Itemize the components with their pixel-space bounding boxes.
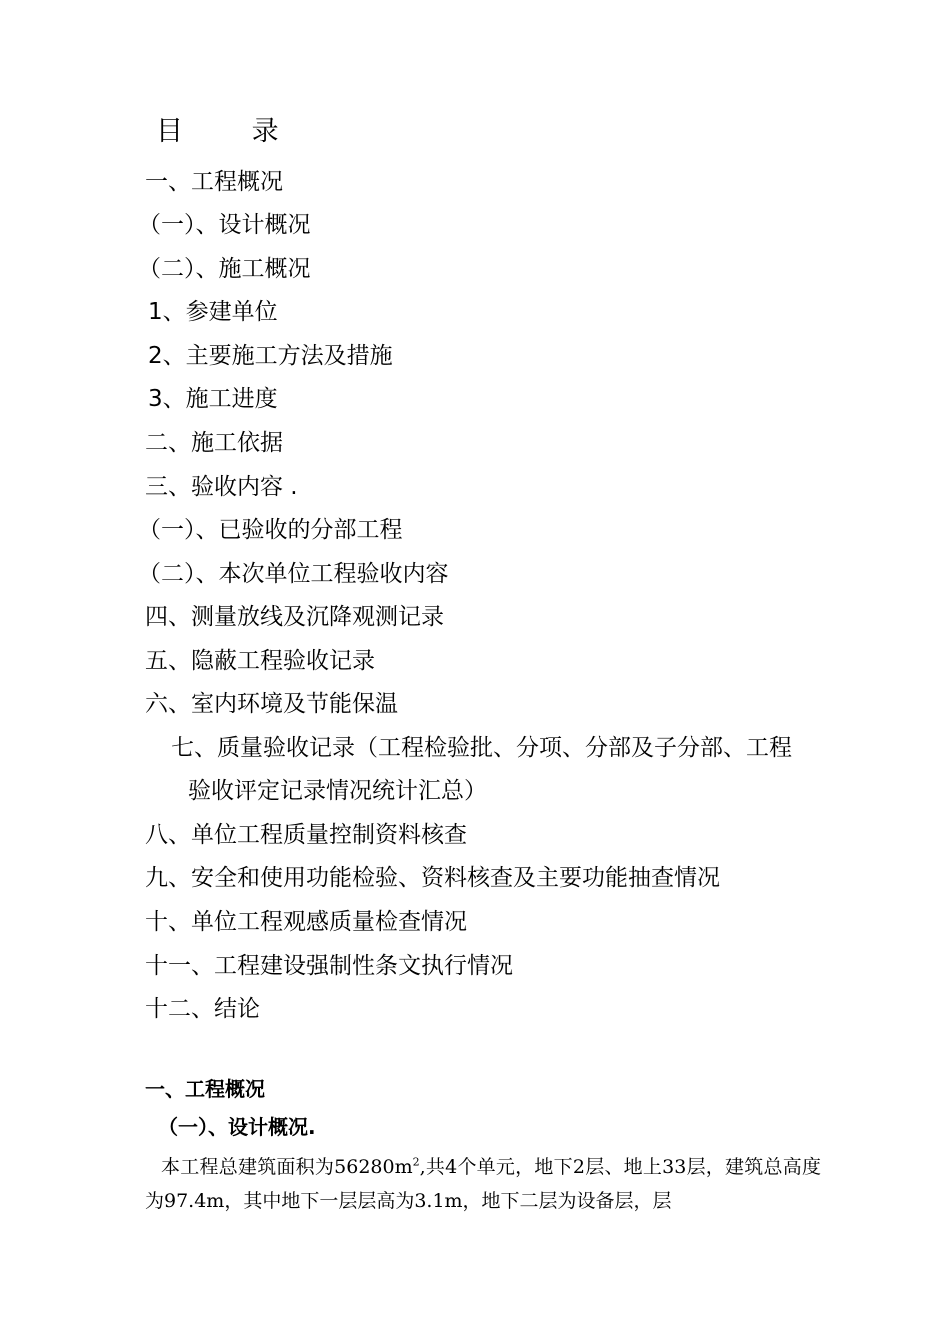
toc-item: （二）、施工概况 (138, 256, 311, 282)
toc-item: 十、单位工程观感质量检查情况 (145, 909, 467, 935)
toc-item: 验收评定记录情况统计汇总） (188, 778, 487, 804)
superscript: 2 (412, 1155, 420, 1169)
toc-item: 八、单位工程质量控制资料核查 (145, 822, 467, 848)
toc-item: （一）、设计概况 (138, 212, 311, 238)
toc-item: 四、测量放线及沉降观测记录 (145, 604, 444, 630)
body-paragraph (145, 1150, 821, 1218)
toc-item: 九、安全和使用功能检验、资料核查及主要功能抽查情况 (145, 865, 720, 891)
section-subheading: （一）、设计概况. (158, 1115, 316, 1139)
para-text: 本工程总建筑面积为56280m (161, 1156, 413, 1178)
toc-item: 二、施工依据 (145, 430, 283, 456)
toc-item: 1、参建单位 (148, 299, 278, 325)
toc-item: （一）、已验收的分部工程 (138, 517, 403, 543)
toc-item: 十二、结论 (145, 996, 260, 1022)
toc-item: 一、工程概况 (145, 169, 283, 195)
para-text-cont: ,共4个单元，地下2层、地上33层，建筑总高度为97.4m，其中地下一层层高为3.1m，地下二层为设备层，层 (145, 1156, 821, 1212)
toc-title: 目 录 (156, 116, 279, 147)
toc-item: 2、主要施工方法及措施 (148, 343, 393, 369)
toc-item: 七、质量验收记录（工程检验批、分项、分部及子分部、工程 (171, 735, 792, 761)
toc-item: 三、验收内容 . (145, 474, 298, 500)
toc-item: （二）、本次单位工程验收内容 (138, 561, 449, 587)
toc-item: 3、施工进度 (148, 386, 278, 412)
section-heading: 一、工程概况 (145, 1077, 265, 1101)
toc-item: 六、室内环境及节能保温 (145, 691, 398, 717)
toc-item: 十一、工程建设强制性条文执行情况 (145, 953, 513, 979)
toc-item: 五、隐蔽工程验收记录 (145, 648, 375, 674)
